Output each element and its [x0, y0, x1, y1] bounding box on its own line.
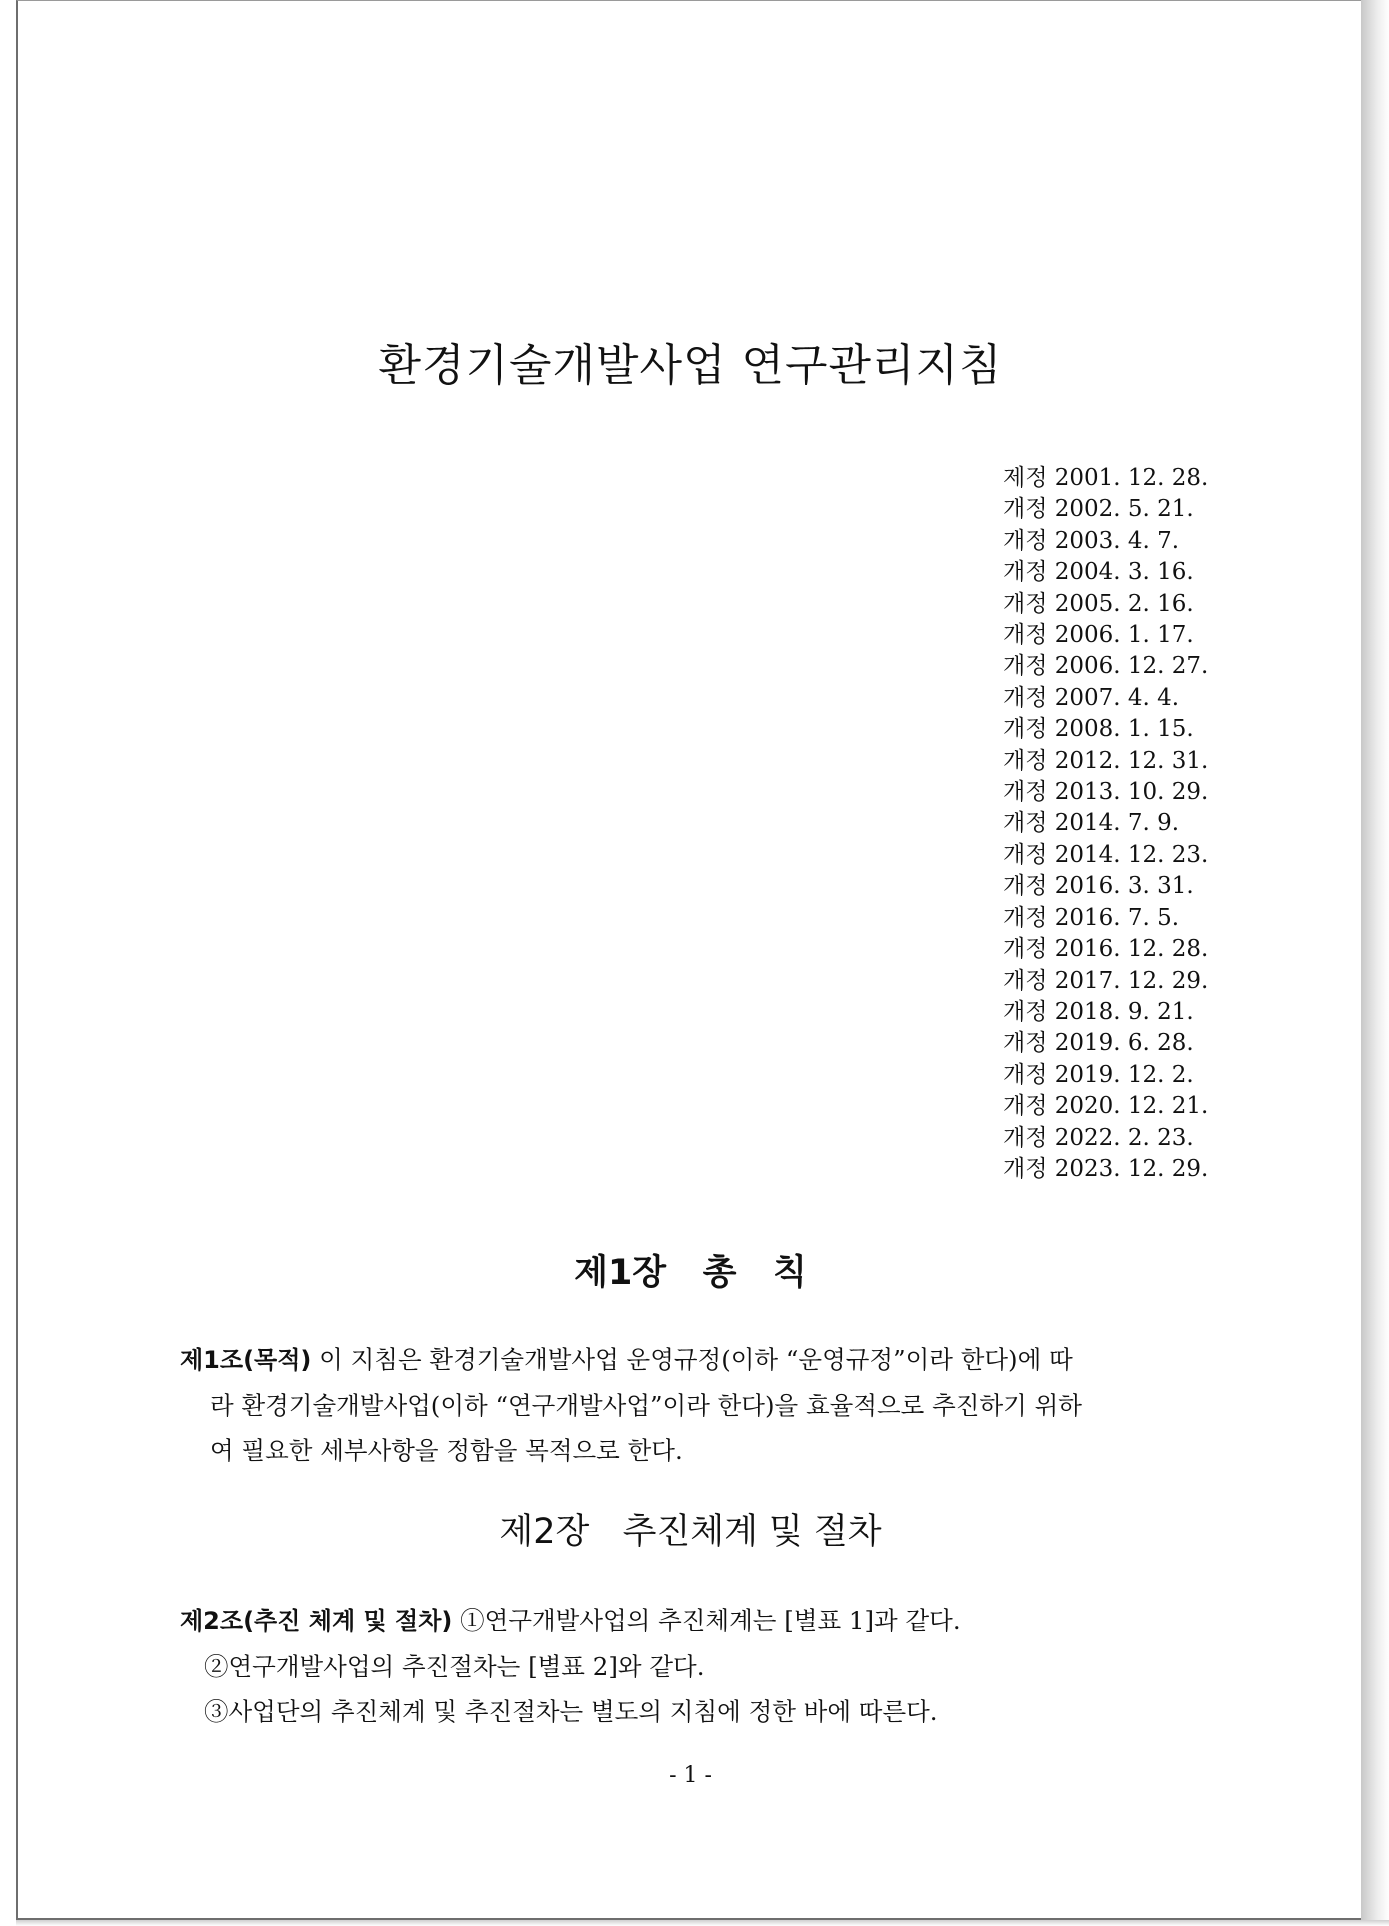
revision-line: 개정 2004. 3. 16.	[1003, 559, 1194, 586]
article-1	[180, 1337, 1280, 1473]
page-shadow-right	[1361, 0, 1389, 1926]
revision-line: 개정 2006. 1. 17.	[1003, 622, 1194, 649]
article-2	[180, 1598, 1280, 1734]
revision-line: 개정 2016. 3. 31.	[1003, 873, 1194, 900]
article-2-line: ②연구개발사업의 추진절차는 [별표 2]와 같다.	[204, 1652, 705, 1681]
revision-line: 개정 2017. 12. 29.	[1003, 967, 1209, 994]
revision-line: 개정 2008. 1. 15.	[1003, 716, 1194, 743]
article-2-text: ①연구개발사업의 추진체계는 [별표 1]과 같다.	[452, 1606, 961, 1635]
article-2-line: ③사업단의 추진체계 및 추진절차는 별도의 지침에 정한 바에 따른다.	[204, 1697, 938, 1726]
revision-line: 개정 2002. 5. 21.	[1003, 496, 1194, 523]
revision-line: 개정 2013. 10. 29.	[1003, 779, 1209, 806]
revision-history	[1003, 463, 1208, 1185]
revision-line: 개정 2016. 7. 5.	[1003, 904, 1180, 931]
document-page	[16, 0, 1361, 1920]
revision-line: 개정 2006. 12. 27.	[1003, 653, 1209, 680]
revision-line: 개정 2020. 12. 21.	[1003, 1093, 1209, 1120]
article-2-line	[180, 1598, 1280, 1644]
revision-line: 개정 2019. 6. 28.	[1003, 1030, 1194, 1057]
article-1-line: 여 필요한 세부사항을 정함을 목적으로 한다.	[210, 1436, 683, 1465]
page-number: - 1 -	[669, 1763, 712, 1788]
article-2-heading: 제2조(추진 체계 및 절차)	[180, 1607, 453, 1635]
revision-line: 개정 2023. 12. 29.	[1003, 1155, 1209, 1182]
chapter-2-heading: 제2장 추진체계 및 절차	[499, 1512, 882, 1552]
revision-line: 개정 2003. 4. 7.	[1003, 527, 1180, 554]
revision-line: 개정 2022. 2. 23.	[1003, 1124, 1194, 1151]
revision-line: 개정 2007. 4. 4.	[1003, 684, 1180, 711]
revision-line: 개정 2012. 12. 31.	[1003, 747, 1209, 774]
article-1-text: 이 지침은 환경기술개발사업 운영규정(이하 “운영규정”이라 한다)에 따	[311, 1345, 1073, 1374]
article-1-heading: 제1조(목적)	[180, 1346, 312, 1374]
revision-line: 개정 2014. 12. 23.	[1003, 841, 1209, 868]
revision-line: 개정 2018. 9. 21.	[1003, 998, 1194, 1025]
revision-line: 개정 2005. 2. 16.	[1003, 590, 1194, 617]
document-title: 환경기술개발사업 연구관리지침	[378, 340, 1003, 391]
revision-line: 개정 2014. 7. 9.	[1003, 810, 1180, 837]
article-1-line	[180, 1337, 1280, 1383]
page-shadow-bottom	[16, 1920, 1389, 1926]
article-1-line: 라 환경기술개발사업(이하 “연구개발사업”이라 한다)을 효율적으로 추진하기 위하	[210, 1391, 1082, 1420]
chapter-1-heading: 제1장 총 칙	[574, 1253, 807, 1293]
revision-line: 제정 2001. 12. 28.	[1003, 465, 1209, 491]
revision-line: 개정 2016. 12. 28.	[1003, 936, 1209, 963]
revision-line: 개정 2019. 12. 2.	[1003, 1061, 1194, 1088]
